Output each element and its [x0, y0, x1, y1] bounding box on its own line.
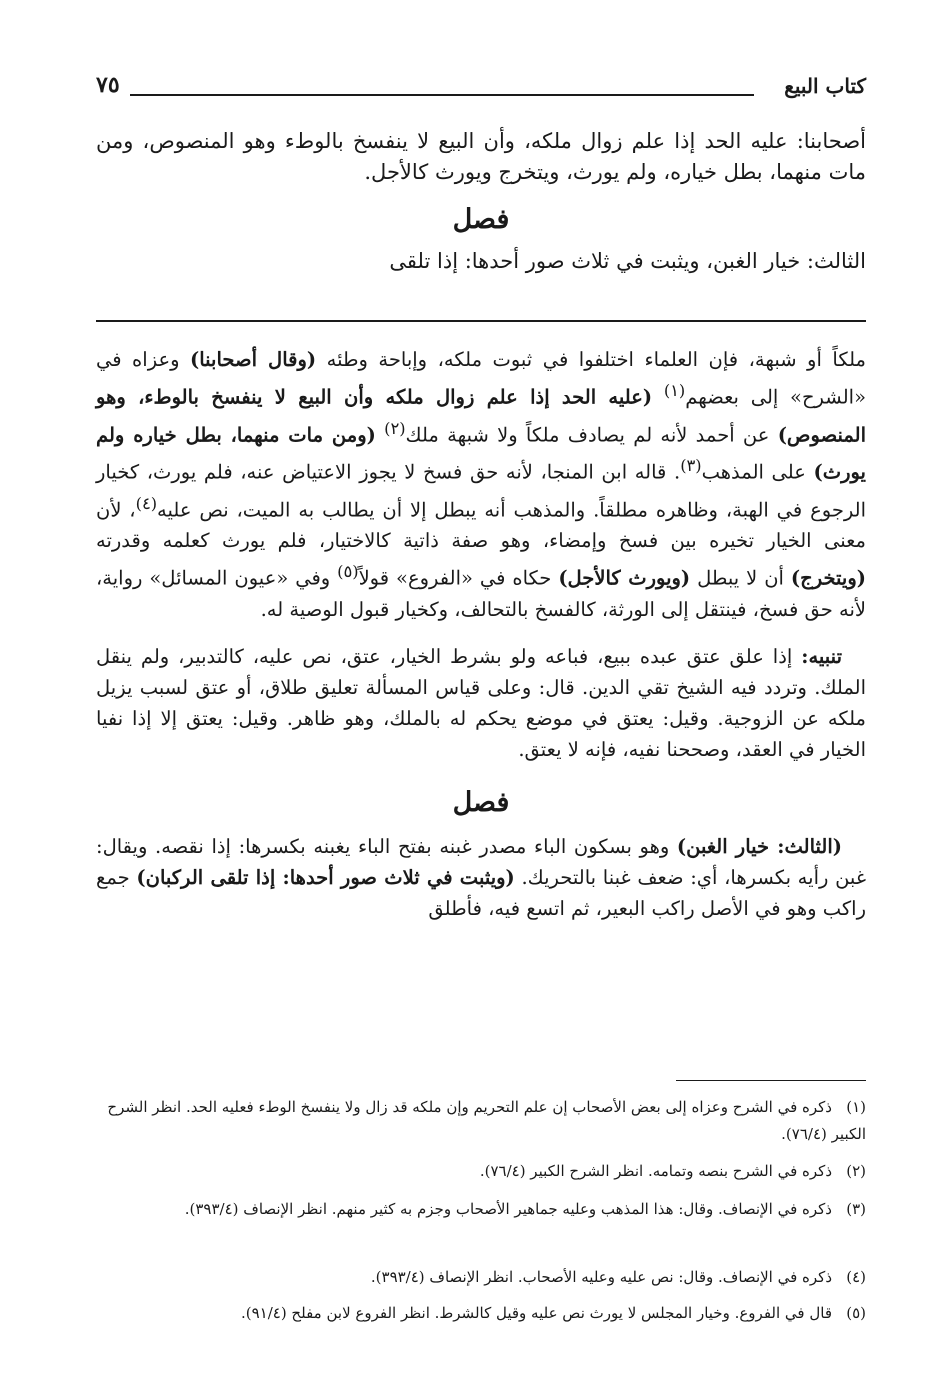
footnote-5: [96, 1300, 866, 1327]
quoted-matn: (وقال أصحابنا): [190, 348, 317, 371]
matn-paragraph-2: الثالث: خيار الغبن، ويثبت في ثلاث صور أحدها: إذا تلقى: [389, 249, 866, 273]
commentary-paragraph-3: (الثالث: خيار الغبن) وهو بسكون الباء مصدر غبنه بفتح الباء يغبنه بكسرها: إذا نقصه. ويقال: غبن رأيه بكسرها، أي: ضعف غبنا بالتحريك. (ويثبت في ثلاث صور أحدها: إذا تلقى الركبان) جمع راكب وهو في الأصل راكب البعير، ثم اتسع فيه، فأطلق: [96, 834, 867, 920]
quoted-matn: (ويورث كالأجل): [558, 566, 691, 590]
quoted-matn: (الثالث: خيار الغبن): [676, 834, 842, 858]
footnote-text: ذكره في الإنصاف. وقال: نص عليه وعليه الأصحاب. انظر الإنصاف (٣٩٣/٤).: [370, 1268, 832, 1286]
footnote-number: (٣): [846, 1200, 866, 1218]
commentary-paragraph-2: تنبيه: إذا علق عتق عبده ببيع، فباعه ولو بشرط الخيار، عتق، نص عليه، كالتدبير، ولم ينقل الملك. وتردد فيه الشيخ تقي الدين. قال: وعلى قياس المسألة تعليق طلاق، أو عتق لسبب يزيل ملكه عن الزوجية. وقيل: يعتق في موضع يحكم له بالملك، وهو ظاهر. وقيل: يعتق إلا إذا نفيا الخيار في العقد، وصححنا نفيه، فإنه لا يعتق.: [96, 644, 866, 761]
footnote-separator: [676, 1080, 866, 1081]
quoted-matn: (ومن مات منهما، بطل خياره ولم يورث): [96, 423, 866, 484]
footnote-text: قال في الفروع. وخيار المجلس لا يورث نص عليه وقيل كالشرط. انظر الفروع لابن مفلح (٩١/٤).: [240, 1304, 832, 1322]
footnote-ref: (٢): [384, 418, 406, 438]
footnote-ref: (٤): [135, 493, 158, 513]
footnote-ref: (٣): [680, 456, 702, 475]
tanbih-label: تنبيه:: [801, 644, 842, 668]
quoted-matn: (ويتخرج): [790, 566, 867, 590]
footnote-4: [96, 1264, 866, 1291]
footnote-text: ذكره في الشرح وعزاه إلى بعض الأصحاب إن علم التحريم وإن ملكه قد زال ولا ينفسخ الوطء فعليه الحد. انظر الشرح الكبير (٧٦/٤).: [107, 1098, 866, 1143]
header-rule: [130, 94, 754, 96]
footnote-number: (١): [846, 1098, 866, 1116]
footnote-number: (٥): [846, 1304, 866, 1322]
footnote-ref: (١): [663, 381, 686, 400]
footnote-text: ذكره في الشرح بنصه وتمامه. انظر الشرح الكبير (٧٦/٤).: [479, 1162, 832, 1180]
commentary-heading-fasl: فصل: [452, 786, 510, 818]
matn-section: [96, 126, 866, 277]
book-title: كتاب البيع: [784, 74, 866, 98]
page-number: ٧٥: [96, 72, 120, 98]
footnote-2: [96, 1158, 866, 1185]
footnote-number: (٢): [846, 1162, 866, 1180]
footnote-3: [96, 1196, 866, 1223]
quoted-matn: (عليه الحد إذا علم زوال ملكه وأن البيع لا ينفسخ بالوطء، وهو المنصوص): [96, 385, 866, 446]
matn-separator: [96, 320, 866, 322]
footnote-number: (٤): [846, 1268, 866, 1286]
quoted-matn: (ويثبت في ثلاث صور أحدها: إذا تلقى الركبان): [136, 865, 515, 889]
commentary-paragraph-1: ملكاً أو شبهة، فإن العلماء اختلفوا في ثبوت ملكه، وإباحة وطئه (وقال أصحابنا) وعزاه في «الشرح» إلى بعضهم$^{(١)}$ (عليه الحد إذا علم زوال ملكه وأن البيع لا ينفسخ بالوطء، وهو المنصوص) عن أحمد لأنه لم يصادف ملكاً ولا شبهة ملك$^{(٢)}$ (ومن مات منهما، بطل خياره ولم يورث) على المذهب$^{(٣)}$. قاله ابن المنجا، لأنه حق فسخ لا يجوز الاعتياض عنه، فلم يورث، كخيار الرجوع في الهبة، وظاهره مطلقاً. والمذهب أنه يبطل إلا أن يطالب به الميت، نص عليه$^{(٤)}$، لأن معنى الخيار تخيره بين فسخ وإمضاء، وهو صفة ذاتية كالاختيار، فلم يورث كعلمه وقدرته (ويتخرج) أن لا يبطل (ويورث كالأجل) حكاه في «الفروع» قولاً$^{(٥)}$ وفي «عيون المسائل» رواية، لأنه حق فسخ، فينتقل إلى الورثة، كالفسخ بالتحالف، وكخيار قبول الوصية له.: [96, 348, 867, 621]
matn-paragraph-1: أصحابنا: عليه الحد إذا علم زوال ملكه، وأن البيع لا ينفسخ بالوطء وهو المنصوص، ومن مات منهما، بطل خياره، ولم يورث، ويتخرج ويورث كالأجل.: [96, 129, 866, 184]
footnote-ref: (٥): [337, 562, 359, 581]
footnote-1: [96, 1094, 866, 1148]
footnote-text: ذكره في الإنصاف. وقال: هذا المذهب وعليه جماهير الأصحاب وجزم به كثير منهم. انظر الإنصاف (٣٩٣/٤).: [184, 1200, 832, 1218]
matn-heading-fasl: فصل: [452, 204, 510, 235]
commentary-section: [96, 344, 866, 924]
running-header: [96, 72, 866, 102]
